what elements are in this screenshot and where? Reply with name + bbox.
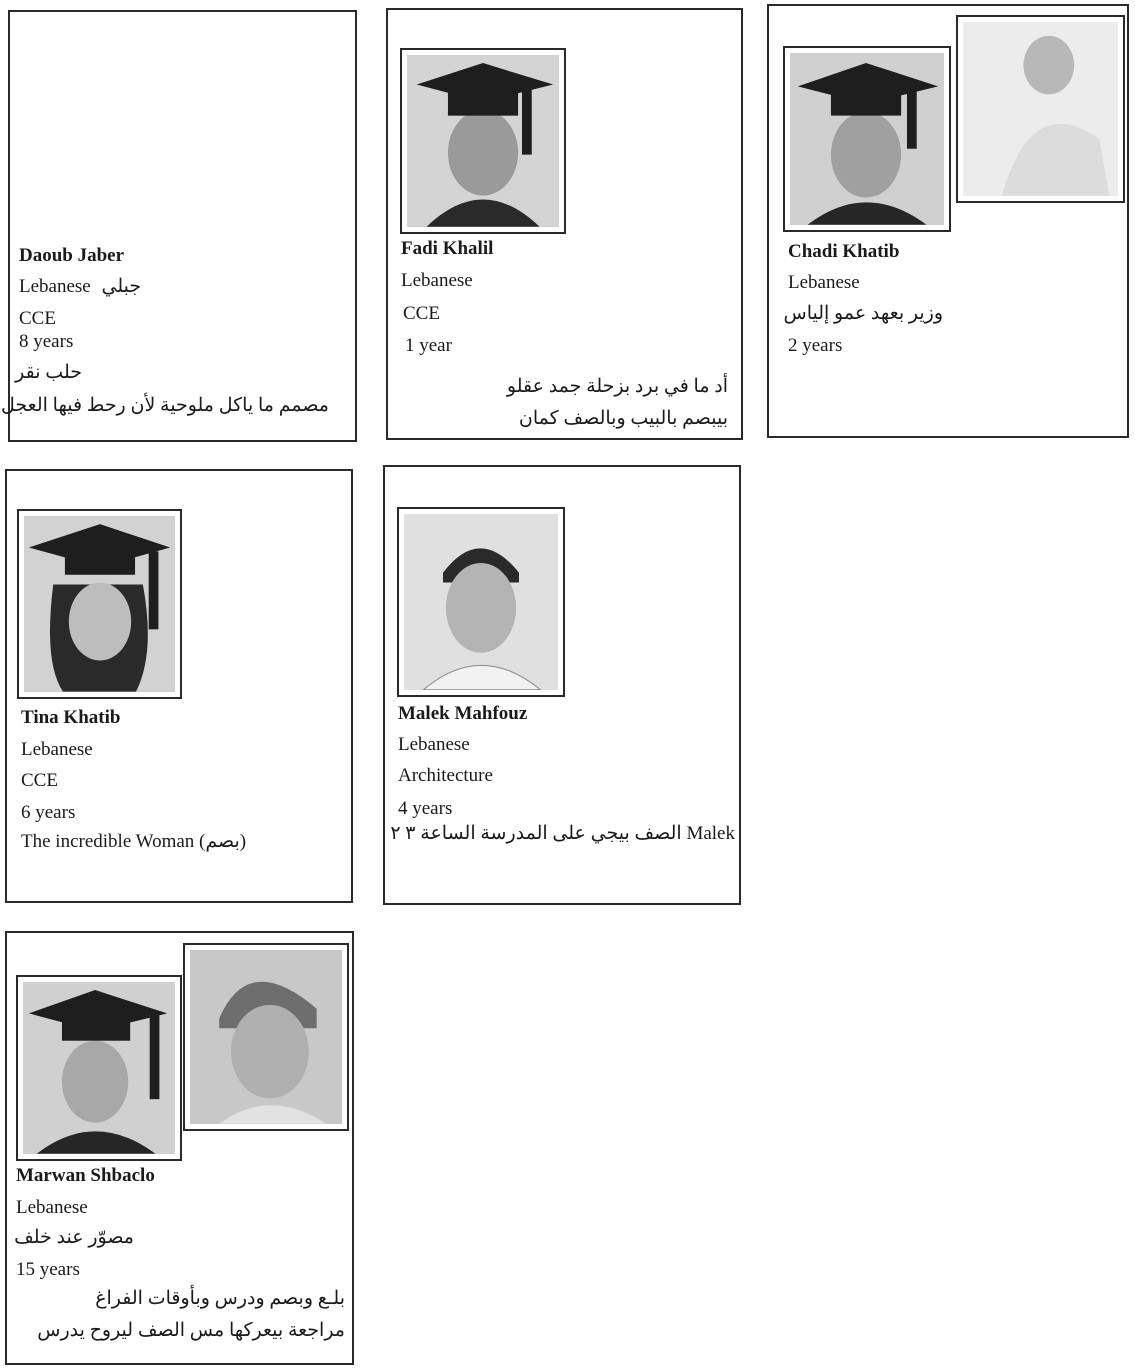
student-nationality: Lebanese [398,734,470,755]
student-name: Marwan Shbaclo [16,1165,155,1186]
student-nationality: Lebanese [21,739,93,760]
portrait-graduate-cap-icon [790,53,944,225]
baby-photo [956,15,1125,203]
student-quote-1: مصوّر عند خلف [14,1227,134,1248]
graduation-photo [400,48,566,234]
nationality-label: Lebanese [19,276,91,297]
student-duration: 1 year [405,335,452,356]
portrait-graduate-cap-icon [23,982,175,1154]
student-quote-1: وزير بعهد عمو إلياس [783,303,943,324]
portrait-graduate-cap-icon [24,516,175,692]
graduation-photo [783,46,951,232]
student-major: CCE [19,308,56,329]
portrait-icon [404,514,558,690]
student-duration: 15 years [16,1259,80,1280]
student-card-tina-khatib [5,469,353,903]
student-quote-3: مراجعة بيعركها مس الصف ليروح يدرس [37,1320,345,1341]
student-card-chadi-khatib [767,4,1129,438]
childhood-photo [183,943,349,1131]
baby-portrait-icon [963,22,1118,196]
student-duration: 8 years [19,331,74,352]
student-duration: 6 years [21,802,76,823]
student-quote-2: بيبصم بالبيب وبالصف كمان [518,408,728,429]
student-card-malek-mahfouz [383,465,741,905]
student-quote-2: مصمم ما ياكل ملوحية لأن رحط فيها العجل [1,395,329,416]
graduation-photo [16,975,182,1161]
child-portrait-icon [190,950,342,1124]
student-quote-1: حلب نقر [15,362,82,383]
student-major: Architecture [398,765,493,786]
student-duration: 2 years [788,335,843,356]
student-quote-1: أد ما في برد بزحلة جمد عقلو [506,376,728,397]
portrait-graduate-cap-icon [407,55,559,227]
student-nationality [19,276,141,298]
student-major: CCE [21,770,58,791]
student-quote-1: Malek الصف بيجي على المدرسة الساعة ٣ ٢ [390,823,735,844]
portrait-photo [397,507,565,697]
student-card-daoub-jaber [1,10,357,442]
student-quote-1: The incredible Woman (بصم) [21,831,247,852]
student-name: Fadi Khalil [401,238,494,259]
student-nationality: Lebanese [16,1197,88,1218]
student-duration: 4 years [398,798,453,819]
student-name: Malek Mahfouz [398,703,528,724]
student-name: Tina Khatib [21,707,121,728]
student-card-fadi-khalil [386,8,743,440]
student-card-marwan-shbaclo [5,931,354,1365]
student-name: Daoub Jaber [19,245,125,266]
graduation-photo [17,509,182,699]
student-nationality: Lebanese [788,272,860,293]
student-name: Chadi Khatib [788,241,900,262]
student-nationality: Lebanese [401,270,473,291]
student-major: CCE [403,303,440,324]
nickname-label: جبلي [101,276,142,297]
student-quote-2: بلـع وبصم ودرس وبأوقات الفراغ [95,1288,345,1309]
